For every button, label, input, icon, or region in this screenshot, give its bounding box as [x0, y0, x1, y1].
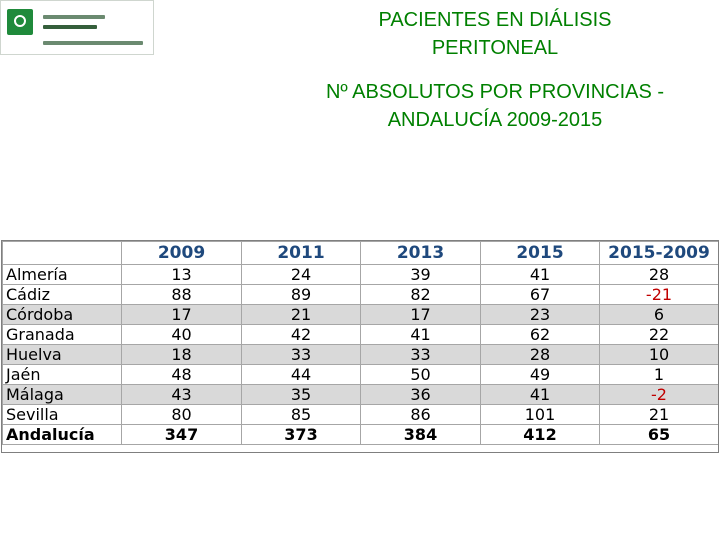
table-row	[3, 285, 719, 305]
province-name: Cádiz	[3, 285, 122, 305]
header-cell-province	[3, 242, 122, 265]
header-cell-difference: 2015-2009	[600, 242, 719, 265]
value-cell-2011: 33	[242, 345, 361, 365]
value-cell-2013: 86	[361, 405, 481, 425]
province-name: Jaén	[3, 365, 122, 385]
value-cell-2009: 40	[122, 325, 242, 345]
title-line-2: PERITONEAL	[431, 37, 559, 59]
value-cell-2013: 82	[361, 285, 481, 305]
header-cell-2011: 2011	[242, 242, 361, 265]
value-cell-2009: 17	[122, 305, 242, 325]
table-row	[3, 365, 719, 385]
value-cell-2015: 101	[481, 405, 600, 425]
value-cell-2015-2009: -2	[600, 385, 719, 405]
subtitle-line-2: ANDALUCÍA 2009-2015	[387, 109, 603, 131]
logo-text-line-3	[43, 41, 143, 45]
value-cell-2015: 62	[481, 325, 600, 345]
province-name: Andalucía	[3, 425, 122, 445]
province-name: Almería	[3, 265, 122, 285]
value-cell-2015-2009: 65	[600, 425, 719, 445]
junta-andalucia-emblem-icon	[7, 9, 33, 35]
province-name: Sevilla	[3, 405, 122, 425]
subtitle-line-1: Nº ABSOLUTOS POR PROVINCIAS -	[325, 81, 665, 103]
province-name: Córdoba	[3, 305, 122, 325]
logo-text-line-1	[43, 15, 105, 19]
value-cell-2011: 44	[242, 365, 361, 385]
value-cell-2013: 39	[361, 265, 481, 285]
value-cell-2013: 36	[361, 385, 481, 405]
header-cell-2015: 2015	[481, 242, 600, 265]
value-cell-2013: 384	[361, 425, 481, 445]
value-cell-2011: 24	[242, 265, 361, 285]
value-cell-2015-2009: 28	[600, 265, 719, 285]
value-cell-2013: 33	[361, 345, 481, 365]
value-cell-2009: 18	[122, 345, 242, 365]
value-cell-2015-2009: 6	[600, 305, 719, 325]
value-cell-2011: 89	[242, 285, 361, 305]
header-cell-2013: 2013	[361, 242, 481, 265]
value-cell-2015: 23	[481, 305, 600, 325]
value-cell-2011: 42	[242, 325, 361, 345]
province-name: Málaga	[3, 385, 122, 405]
page-title	[300, 6, 690, 62]
table-header-row	[3, 242, 719, 265]
table-row	[3, 345, 719, 365]
value-cell-2009: 13	[122, 265, 242, 285]
value-cell-2013: 17	[361, 305, 481, 325]
value-cell-2015-2009: 22	[600, 325, 719, 345]
value-cell-2009: 347	[122, 425, 242, 445]
table-row	[3, 305, 719, 325]
value-cell-2015: 412	[481, 425, 600, 445]
value-cell-2015-2009: 1	[600, 365, 719, 385]
value-cell-2015: 49	[481, 365, 600, 385]
table-row	[3, 385, 719, 405]
table-row	[3, 265, 719, 285]
table-row	[3, 405, 719, 425]
title-line-1: PACIENTES EN DIÁLISIS	[378, 9, 612, 31]
value-cell-2015: 41	[481, 265, 600, 285]
header-cell-2009: 2009	[122, 242, 242, 265]
value-cell-2011: 85	[242, 405, 361, 425]
logo-text-line-2	[43, 25, 97, 29]
province-name: Huelva	[3, 345, 122, 365]
province-name: Granada	[3, 325, 122, 345]
value-cell-2015: 41	[481, 385, 600, 405]
provinces-table	[2, 241, 719, 445]
table-row	[3, 325, 719, 345]
value-cell-2009: 80	[122, 405, 242, 425]
value-cell-2009: 88	[122, 285, 242, 305]
value-cell-2011: 35	[242, 385, 361, 405]
table-total-row	[3, 425, 719, 445]
value-cell-2011: 21	[242, 305, 361, 325]
value-cell-2013: 41	[361, 325, 481, 345]
value-cell-2009: 48	[122, 365, 242, 385]
value-cell-2015-2009: -21	[600, 285, 719, 305]
value-cell-2015-2009: 10	[600, 345, 719, 365]
value-cell-2015: 67	[481, 285, 600, 305]
value-cell-2013: 50	[361, 365, 481, 385]
value-cell-2009: 43	[122, 385, 242, 405]
value-cell-2015: 28	[481, 345, 600, 365]
page-subtitle	[300, 78, 690, 134]
value-cell-2011: 373	[242, 425, 361, 445]
logo	[0, 0, 154, 55]
value-cell-2015-2009: 21	[600, 405, 719, 425]
